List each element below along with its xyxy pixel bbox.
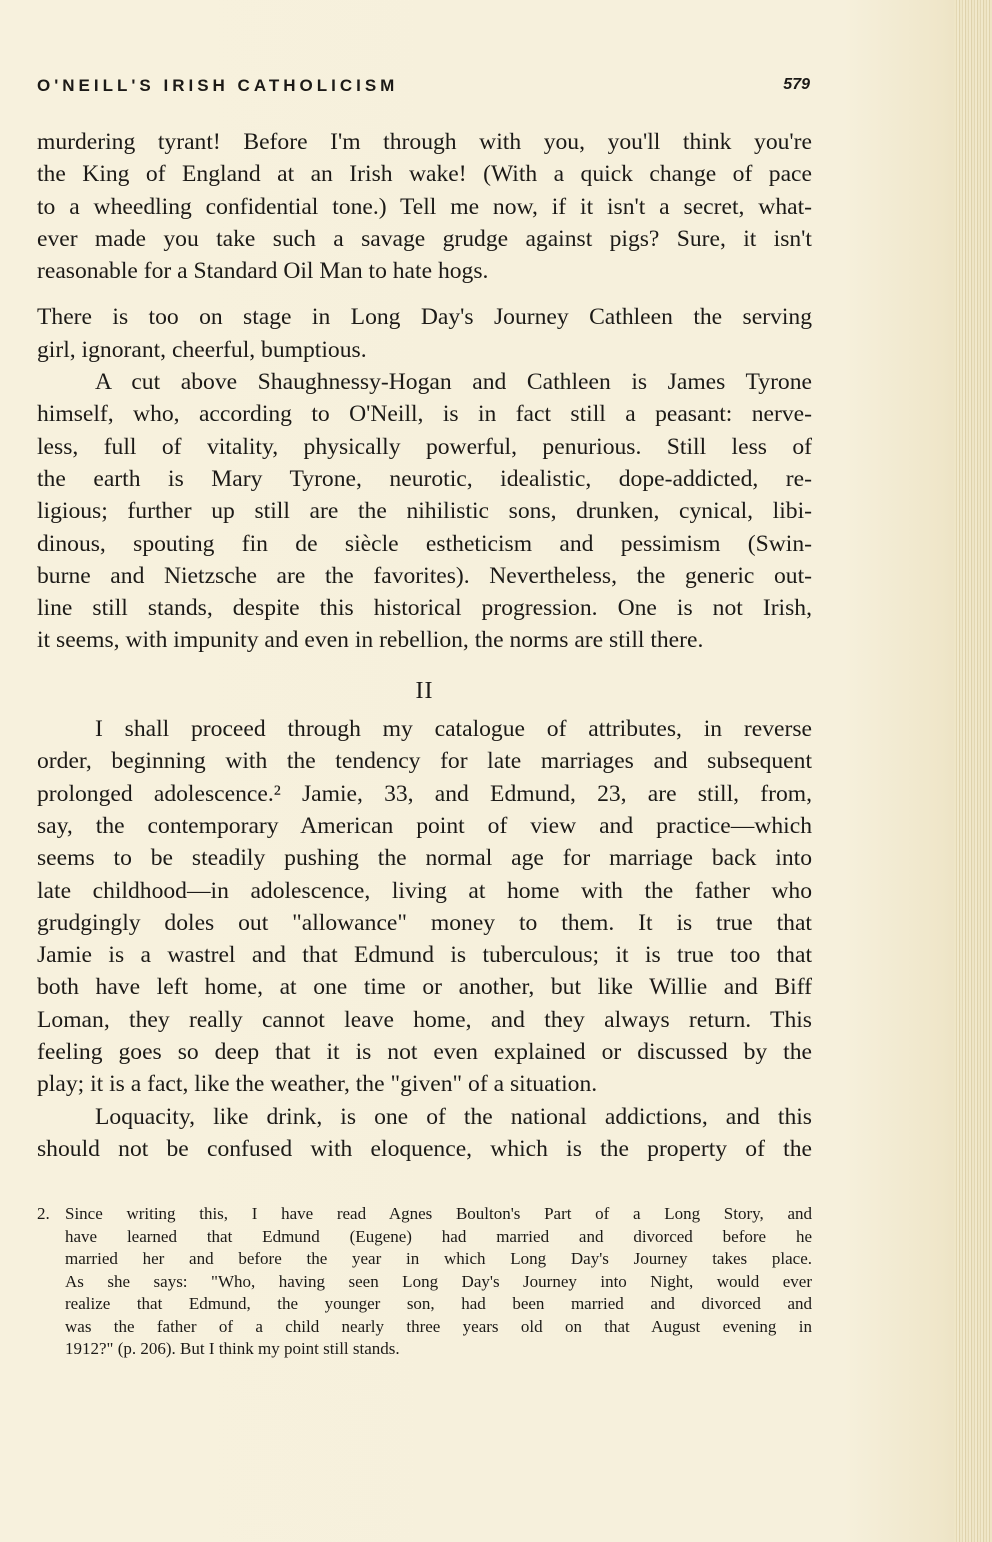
text-line: Loman, they really cannot leave home, and they always return. This: [37, 1006, 812, 1033]
text-line: prolonged adolescence.² Jamie, 33, and Edmund, 23, are still, from,: [37, 780, 812, 807]
running-head: O'NEILL'S IRISH CATHOLICISM: [37, 76, 399, 95]
text-line: girl, ignorant, cheerful, bumptious.: [37, 336, 367, 363]
page-number: 579: [783, 76, 810, 93]
text-line: should not be confused with eloquence, which is the property of the: [37, 1135, 812, 1162]
text-line: line still stands, despite this historical progression. One is not Irish,: [37, 595, 812, 622]
footnote-line: 1912?" (p. 206). But I think my point still stands.: [65, 1339, 400, 1358]
footnotes: [37, 1203, 812, 1361]
text-line: murdering tyrant! Before I'm through with you, you'll think you're: [37, 129, 812, 155]
footnote-text: Since writing this, I have read Agnes Boulton's Part of a Long Story, and: [65, 1204, 812, 1223]
footnote-number: 2.: [37, 1204, 50, 1223]
text-line: the King of England at an Irish wake! (With a quick change of pace: [37, 161, 812, 188]
paragraph: [37, 713, 812, 1101]
paragraph: [37, 1101, 812, 1166]
paragraph: [37, 366, 812, 657]
footnote-line: married her and before the year in which Long Day's Journey takes place.: [65, 1249, 812, 1268]
text-line: seems to be steadily pushing the normal age for marriage back into: [37, 845, 812, 872]
paragraph: [37, 301, 812, 366]
footnote-line: realize that Edmund, the younger son, had been married and divorced and: [65, 1294, 812, 1313]
text-line: Loquacity, like drink, is one of the national addictions, and this: [95, 1103, 812, 1130]
paragraph: [37, 126, 812, 287]
text-line: grudgingly doles out "allowance" money to them. It is true that: [37, 909, 812, 936]
text-line: the earth is Mary Tyrone, neurotic, idealistic, dope-addicted, re-: [37, 465, 812, 492]
footnote-line: As she says: "Who, having seen Long Day's Journey into Night, would ever: [65, 1271, 812, 1291]
page-edge: [954, 0, 992, 1542]
text-line: order, beginning with the tendency for late marriages and subsequent: [37, 748, 812, 775]
text-line: ligious; further up still are the nihilistic sons, drunken, cynical, libi-: [37, 498, 812, 525]
section-heading: II: [415, 677, 434, 704]
body-text: [37, 126, 812, 1165]
text-line: to a wheedling confidential tone.) Tell me now, if it isn't a secret, what-: [37, 193, 812, 220]
text-line: himself, who, according to O'Neill, is in fact still a peasant: nerve-: [37, 401, 812, 428]
text-line: There is too on stage in Long Day's Journey Cathleen the serving: [37, 304, 812, 331]
text-line: both have left home, at one time or another, but like Willie and Biff: [37, 974, 812, 1001]
text-line: I shall proceed through my catalogue of attributes, in reverse: [95, 716, 812, 743]
text-line: A cut above Shaughnessy-Hogan and Cathleen is James Tyrone: [95, 369, 812, 396]
text-line: say, the contemporary American point of view and practice—which: [37, 812, 812, 839]
text-line: dinous, spouting fin de siècle estheticism and pessimism (Swin-: [37, 530, 812, 557]
text-line: play; it is a fact, like the weather, the "given" of a situation.: [37, 1071, 598, 1098]
page-header: [37, 76, 810, 100]
text-line: late childhood—in adolescence, living at home with the father who: [37, 877, 812, 904]
text-line: ever made you take such a savage grudge against pigs? Sure, it isn't: [37, 225, 812, 252]
text-line: reasonable for a Standard Oil Man to hate hogs.: [37, 258, 489, 285]
footnote-line: was the father of a child nearly three years old on that August evening in: [65, 1316, 812, 1336]
text-line: less, full of vitality, physically powerful, penurious. Still less of: [37, 433, 812, 460]
text-line: Jamie is a wastrel and that Edmund is tuberculous; it is true too that: [37, 942, 812, 969]
paragraph-gap: [37, 287, 812, 301]
footnote-line: [37, 1203, 812, 1226]
text-line: it seems, with impunity and even in rebellion, the norms are still there.: [37, 627, 704, 654]
text-line: feeling goes so deep that it is not even explained or discussed by the: [37, 1039, 812, 1066]
footnote-line: have learned that Edmund (Eugene) had married and divorced before he: [65, 1226, 812, 1246]
text-line: burne and Nietzsche are the favorites). Nevertheless, the generic out-: [37, 562, 812, 589]
